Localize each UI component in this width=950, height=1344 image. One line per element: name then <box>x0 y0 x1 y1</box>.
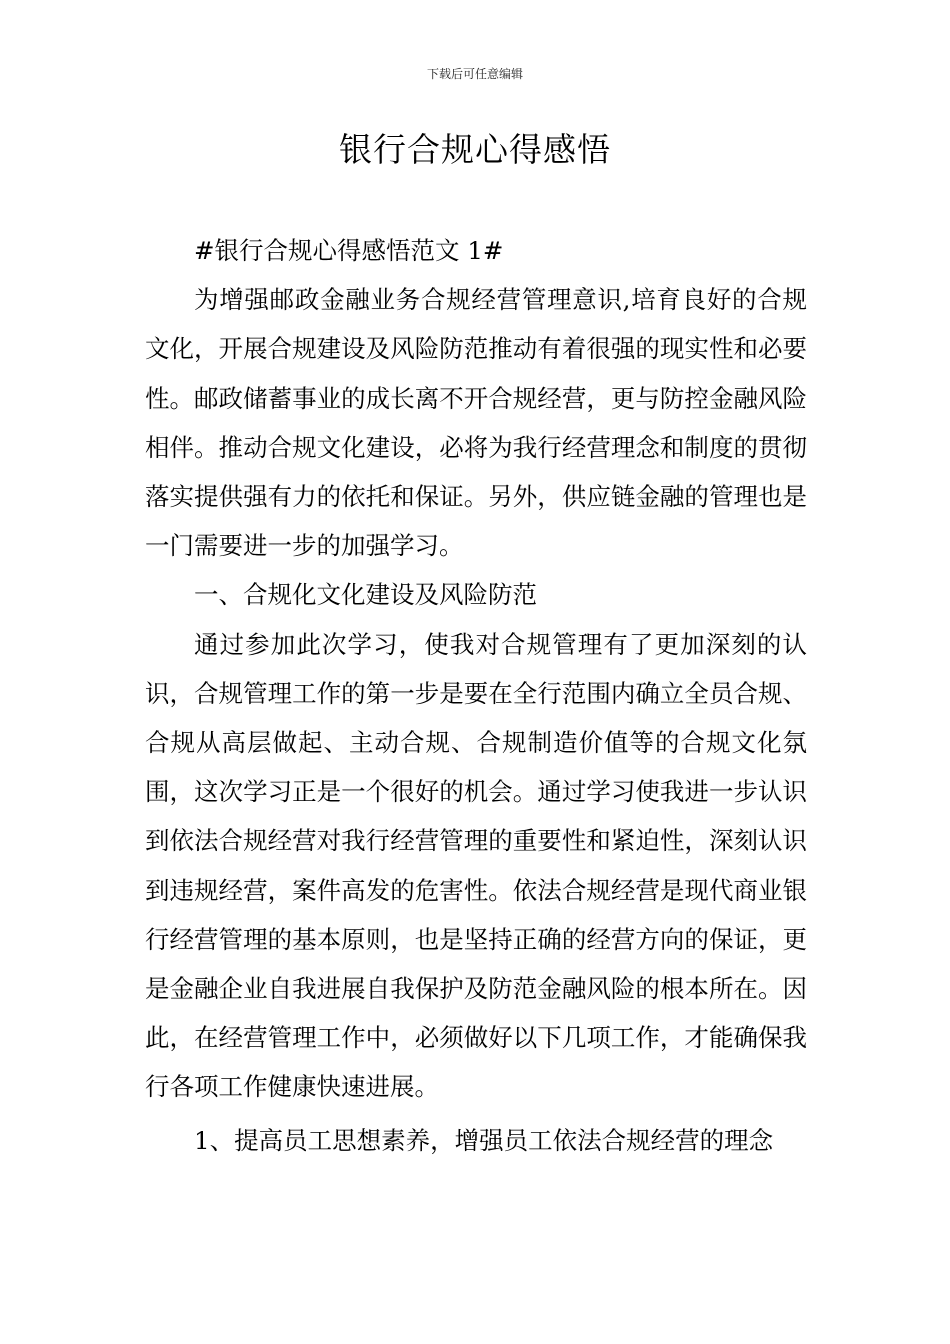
paragraph-body: 通过参加此次学习，使我对合规管理有了更加深刻的认识，合规管理工作的第一步是要在全行范围内确立全员合规、合规从高层做起、主动合规、合规制造价值等的合规文化氛围，这次学习正是一个很好的机会。通过学习使我进一步认识到依法合规经营对我行经营管理的重要性和紧迫性，深刻认识到违规经营，案件高发的危害性。依法合规经营是现代商业银行经营管理的基本原则，也是坚持正确的经营方向的保证，更是金融企业自我进展自我保护及防范金融风险的根本所在。因此，在经营管理工作中，必须做好以下几项工作，才能确保我行各项工作健康快速进展。 <box>145 629 807 1102</box>
header-note: 下载后可任意编辑 <box>426 67 523 81</box>
paragraph-subtitle: #银行合规心得感悟范文 1# <box>194 236 504 265</box>
paragraph-intro: 为增强邮政金融业务合规经营管理意识,培育良好的合规文化，开展合规建设及风险防范推动有着很强的现实性和必要性。邮政储蓄事业的成长离不开合规经营，更与防控金融风险相伴。推动合规文化建设，必将为我行经营理念和制度的贯彻落实提供强有力的依托和保证。另外，供应链金融的管理也是一门需要进一步的加强学习。 <box>145 285 807 561</box>
section-heading: 一、合规化文化建设及风险防范 <box>194 580 537 610</box>
document-title: 银行合规心得感悟 <box>339 130 611 169</box>
document-body <box>145 226 807 1165</box>
list-item-heading: 1、提高员工思想素养，增强员工依法合规经营的理念 <box>194 1125 774 1155</box>
